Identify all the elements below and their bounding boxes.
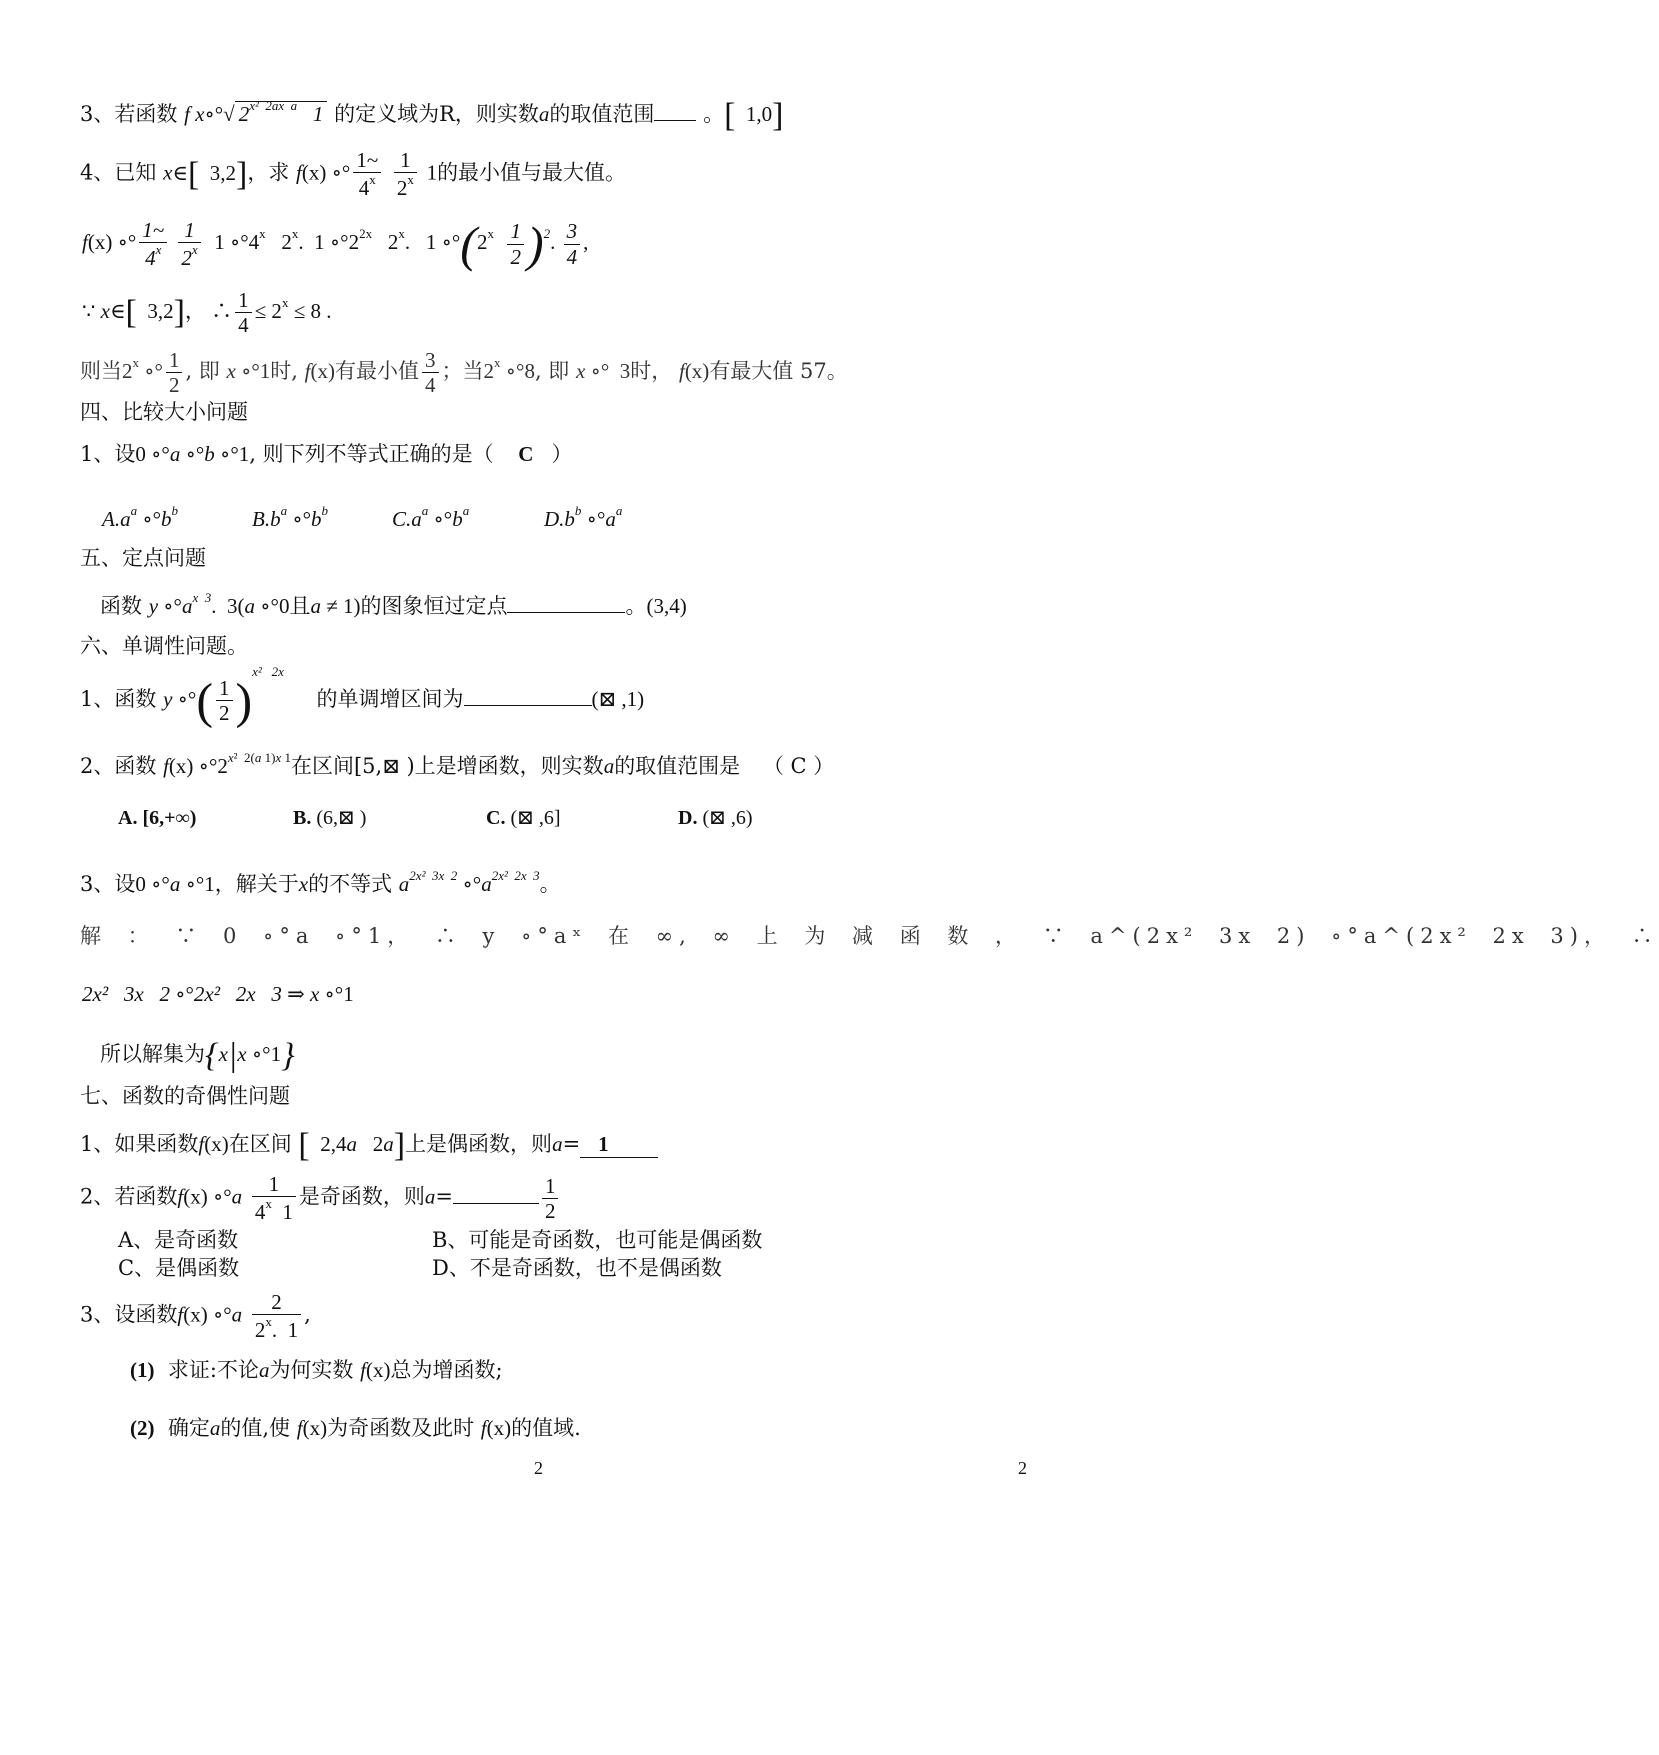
option-b-parity: B、可能是奇函数，也可能是偶函数 <box>432 1228 763 1252</box>
line-4: ∵ x∈[ 3,2]， ∴ $\frac{1}{4}$ ≤ $2^x \le 8$ . <box>82 288 332 338</box>
question-compare: 1、设0 ∘°a ∘°b ∘°1, 则下列不等式正确的是（ C ） <box>80 442 573 466</box>
solution-line-1: 解 ： ∵ 0 ∘°a ∘°1， ∴ y ∘°aˣ 在 ∞, ∞ 上 为 减 函 数 ， ∵ a^(2x² 3x 2) ∘°a^(2x² 2x 3)， ∴ <box>80 924 1659 948</box>
option-a-parity: A、是奇函数 <box>118 1228 239 1252</box>
page-number-right: 2 <box>1018 1458 1027 1478</box>
line-3: f(x) ∘° $\frac{1\sim}{4^x}$ $\frac{1}{2^x}$ 1 ∘°4$^x$ 2$^x$. 1 $\circ^\circ 2^{2x}$ 2$^x$. 1 ∘°(2$^x$ $\frac{1}{2}$ )$^2$. $\frac{3}{4}$ , <box>82 216 589 272</box>
question-parity-2: 2、若函数f(x) ∘°a $\frac{1}{4^x 1}$ 是奇函数，则a= $\frac{1}{2}$ <box>80 1172 561 1224</box>
question-monotonic-1: 1、函数 y ∘°( $\frac{1}{2}$ )$^{x^2 2x}$ 的单调增区间为 (⊠ ,1) <box>80 664 645 729</box>
page-number-center: 2 <box>534 1458 543 1478</box>
line-5: 则当2$^x$ ∘° $\frac{1}{2}$ , 即 x ∘°1时, f(x)有最小值 $\frac{3}{4}$ ；当2$^x$ ∘°8, 即 x ∘° 3时， f(x)有最大值 57。 <box>80 348 848 398</box>
section-heading: 四、比较大小问题 <box>80 400 248 424</box>
subquestion-1: (1) 求证:不论a为何实数 f(x)总为增函数; <box>130 1358 503 1382</box>
question-inequality: 3、设0 ∘°a ∘°1，解关于x的不等式 $a^{2x^2 3x 2}$ $\circ^\circ a^{2x^2 2x 3}$。 <box>80 868 561 896</box>
answer-blank <box>453 1203 539 1204</box>
subquestion-2: (2) 确定a的值,使 f(x)为奇函数及此时 f(x)的值域. <box>130 1416 581 1440</box>
section-heading: 七、函数的奇偶性问题 <box>80 1084 290 1108</box>
option-c-parity: C、是偶函数 <box>118 1256 240 1280</box>
question-monotonic-2: 2、函数 f(x) $\circ^\circ 2^{x^2 2(a 1)x 1}$在区间[5,⊠ )上是增函数，则实数a的取值范围是 （ C ） <box>80 750 835 778</box>
section-heading: 五、定点问题 <box>80 546 206 570</box>
solution-line-2: 2x² 3x 2 ∘°2x² 2x 3 ⇒ x ∘°1 <box>82 982 354 1006</box>
math-1: f x∘°√ $2^{x^2 2ax a}$ 1 <box>184 101 327 126</box>
answer-blank <box>507 612 625 613</box>
answer-blank: 1 <box>580 1132 658 1158</box>
answer-blank <box>654 120 696 121</box>
solution-set: 所以解集为{x|x ∘°1} <box>100 1037 295 1074</box>
line-2: 4、已知 x∈[ 3,2]，求 f(x) ∘° $\frac{1\sim}{4^x}$ $\frac{1}{2^x}$ 1的最小值与最大值。 <box>80 148 627 201</box>
section-heading: 六、单调性问题。 <box>80 634 248 658</box>
options-compare: $A.a^a$ $\circ^\circ b^b$ $B.b^a$ $\circ^\circ b^b$ $C.a^a$ $\circ^\circ b^a$ $D.b^b$ $\circ^\circ a^a$ <box>102 503 623 531</box>
question-fixed-point: 函数 y $\circ^\circ a^{x 3}$. 3(a ∘°0且a ≠ 1)的图象恒过定点 。(3,4) <box>100 590 687 618</box>
answer-blank <box>464 705 592 706</box>
question-parity-1: 1、如果函数f(x)在区间 [ 2,4a 2a]上是偶函数，则a= 1 <box>80 1126 658 1167</box>
option-d-parity: D、不是奇函数，也不是偶函数 <box>432 1256 722 1280</box>
options-monotonic: A. [6,+∞) B. (6,⊠ ) C. (⊠ ,6] D. (⊠ ,6) <box>118 807 753 829</box>
line-1: 3、若函数 f x∘°√ $2^{x^2 2ax a}$ 1 的定义域为R，则实数a的取值范围 。[ 1,0] <box>80 97 784 134</box>
question-parity-3: 3、设函数f(x) ∘°a $\frac{2}{2^x. 1}$ , <box>80 1290 311 1343</box>
